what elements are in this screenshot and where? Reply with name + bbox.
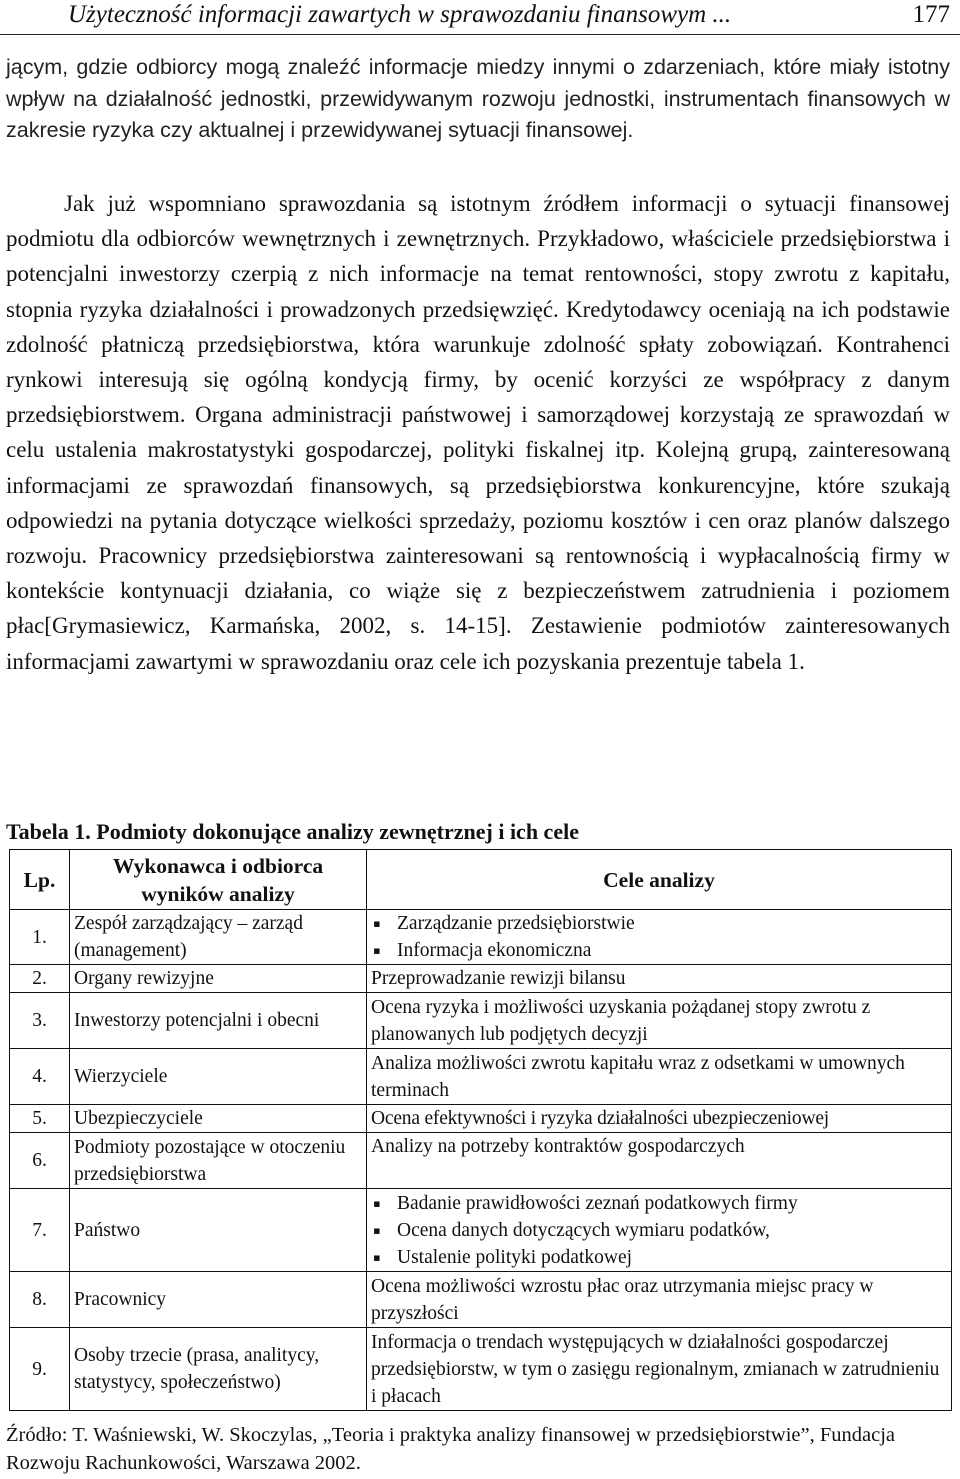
row-goals: Ocena efektywności i ryzyka działalności ubezpieczeniowej [367, 1105, 952, 1133]
table-row [10, 1049, 952, 1105]
row-entity: Organy rewizyjne [70, 965, 367, 993]
row-number: 5. [10, 1105, 70, 1133]
table-row [10, 1272, 952, 1328]
row-goals: Przeprowadzanie rewizji bilansu [367, 965, 952, 993]
goals-list [371, 1190, 947, 1271]
row-entity: Pracownicy [70, 1272, 367, 1328]
table-header-row [10, 850, 952, 910]
row-entity: Ubezpieczyciele [70, 1105, 367, 1133]
header-lp: Lp. [10, 850, 70, 910]
row-goals [367, 910, 952, 965]
table-row [10, 1328, 952, 1411]
row-entity: Inwestorzy potencjalni i obecni [70, 993, 367, 1049]
row-goals: Analizy na potrzeby kontraktów gospodarczych [367, 1133, 952, 1189]
row-goals: Ocena możliwości wzrostu płac oraz utrzymania miejsc pracy w przyszłości [367, 1272, 952, 1328]
row-number: 8. [10, 1272, 70, 1328]
row-number: 9. [10, 1328, 70, 1411]
row-goals: Analiza możliwości zwrotu kapitału wraz z odsetkami w umownych terminach [367, 1049, 952, 1105]
page-header [0, 0, 960, 38]
row-number: 3. [10, 993, 70, 1049]
table-row [10, 910, 952, 965]
paragraph-intro: jącym, gdzie odbiorcy mogą znaleźć informacje miedzy innymi o zdarzeniach, które miały istotny wpływ na działalność jednostki, przewidywanym rozwoju jednostki, instrumentach finansowych w zakresie ryzyka czy aktualnej i przewidywanej sytuacji finansowej. [6, 55, 950, 142]
row-number: 2. [10, 965, 70, 993]
row-entity: Podmioty pozostające w otoczeniu przedsiębiorstwa [70, 1133, 367, 1189]
paragraph-body: Jak już wspomniano sprawozdania są istotnym źródłem informacji o sytuacji finansowej podmiotu dla odbiorców wewnętrznych i zewnętrznych. Przykładowo, właściciele przedsiębiorstwa i potencjalni inwestorzy czerpią z nich informacje na temat rentowności, stopy zwrotu z kapitału, stopnia ryzyka działalności i prowadzonych przedsięwzięć. Kredytodawcy oceniają na ich podstawie zdolność płatniczą przedsiębiorstwa, która warunkuje zdolność spłaty zobowiązań. Kontrahenci rynkowi interesują się ogólną kondycją firmy, by ocenić korzyści ze współpracy z danym przedsiębiorstwem. Organa administracji państwowej i samorządowej korzystają ze sprawozdań w celu ustalenia makrostatystyki gospodarczej, polityki fiskalnej itp. Kolejną grupą, zainteresowaną informacjami ze sprawozdań finansowych, są przedsiębiorstwa konkurencyjne, które szukają odpowiedzi na pytania dotyczące wielkości sprzedaży, poziomu kosztów i cen oraz planów dalszego rozwoju. Pracownicy przedsiębiorstwa zainteresowani są rentownością i wypłacalnością firmy w kontekście kontynuacji działania, co wiąże się z bezpieczeństwem zatrudnienia i poziomem płac[Grymasiewicz, Karmańska, 2002, s. 14-15]. Zestawienie podmiotów zainteresowanych informacjami zawartymi w sprawozdaniu oraz cele ich pozyskania prezentuje tabela 1. [6, 191, 950, 674]
row-entity: Osoby trzecie (prasa, analitycy, statystycy, społeczeństwo) [70, 1328, 367, 1411]
row-number: 1. [10, 910, 70, 965]
row-goals [367, 1189, 952, 1272]
table-caption: Tabela 1. Podmioty dokonujące analizy zewnętrznej i ich cele [6, 819, 579, 844]
table-row [10, 1133, 952, 1189]
row-goals: Ocena ryzyka i możliwości uzyskania pożądanej stopy zwrotu z planowanych lub podjętych decyzji [367, 993, 952, 1049]
goals-list [371, 910, 947, 964]
header-divider [0, 34, 960, 35]
table-row [10, 993, 952, 1049]
row-entity: Zespół zarządzający – zarząd (management) [70, 910, 367, 965]
row-number: 6. [10, 1133, 70, 1189]
table-row [10, 1189, 952, 1272]
header-goals: Cele analizy [367, 850, 952, 910]
goal-item: ▪ Badanie prawidłowości zeznań podatkowych firmy [371, 1190, 947, 1217]
row-goals: Informacja o trendach występujących w działalności gospodarczej przedsiębiorstw, w tym o zasięgu regionalnym, zmianach w zatrudnieniu i płacach [367, 1328, 952, 1411]
goal-item: ▪ Informacja ekonomiczna [371, 937, 947, 964]
source-note: Źródło: T. Waśniewski, W. Skoczylas, „Teoria i praktyka analizy finansowej w przedsiębiorstwie”, Fundacja Rozwoju Rachunkowości, Warszawa 2002. [6, 1424, 895, 1474]
row-number: 4. [10, 1049, 70, 1105]
table-row [10, 1105, 952, 1133]
row-number: 7. [10, 1189, 70, 1272]
row-entity: Wierzyciele [70, 1049, 367, 1105]
table-row [10, 965, 952, 993]
analysis-table [9, 849, 952, 1411]
goal-item: ▪ Ustalenie polityki podatkowej [371, 1244, 947, 1271]
row-entity: Państwo [70, 1189, 367, 1272]
header-entity: Wykonawca i odbiorca wyników analizy [70, 850, 367, 910]
running-title: Użyteczność informacji zawartych w sprawozdaniu finansowym ... [68, 1, 732, 28]
goal-item: ▪ Ocena danych dotyczących wymiaru podatków, [371, 1217, 947, 1244]
goal-item: ▪ Zarządzanie przedsiębiorstwie [371, 910, 947, 937]
page-number: 177 [912, 1, 950, 28]
